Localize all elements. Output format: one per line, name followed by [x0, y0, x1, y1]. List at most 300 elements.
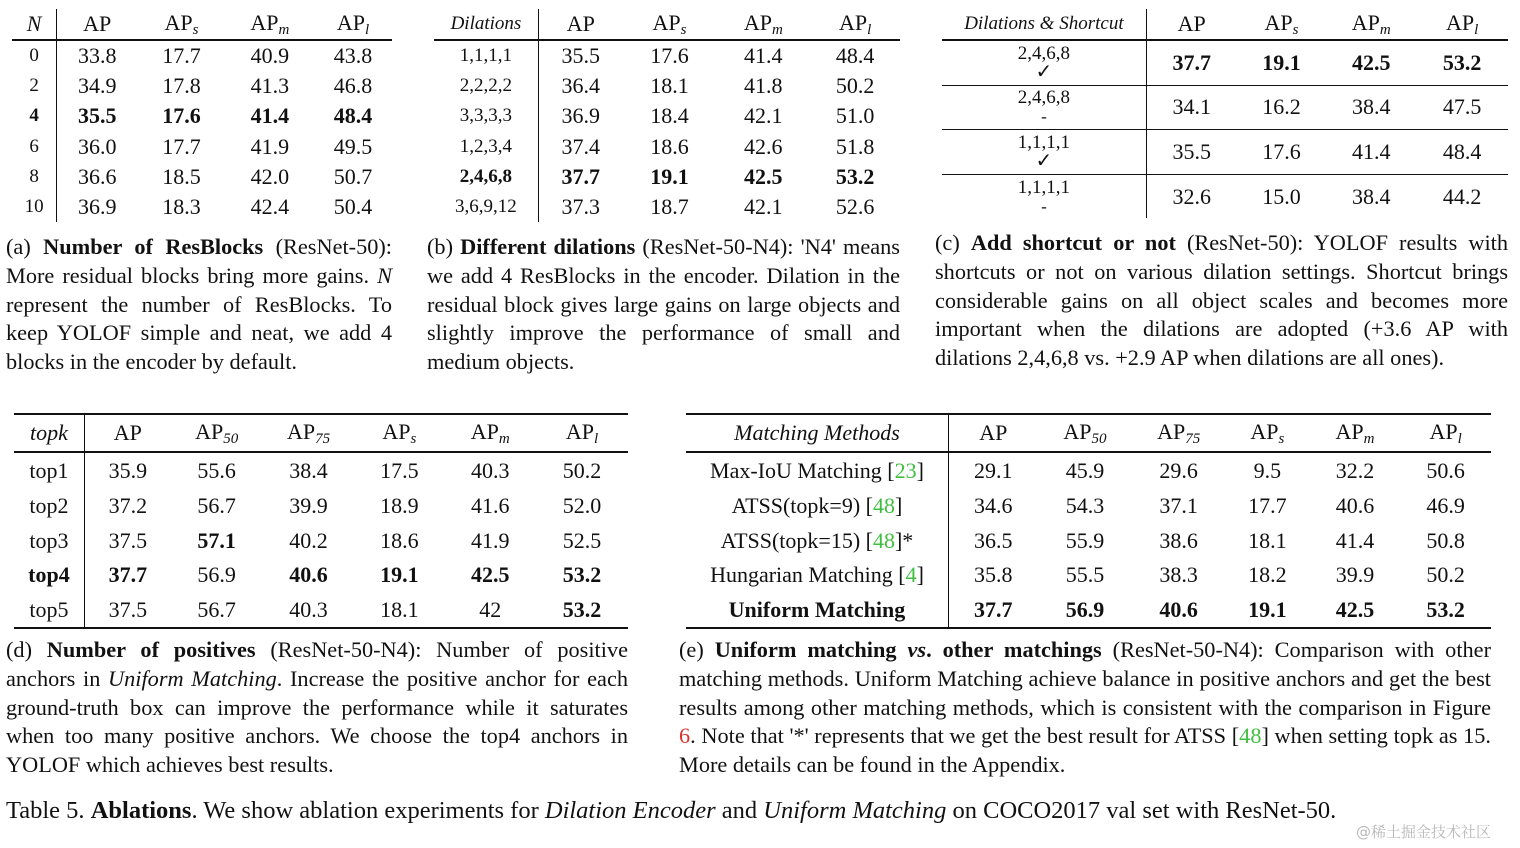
column-header [1416, 9, 1508, 40]
table-e-matching-methods [686, 413, 1491, 629]
citation-link[interactable]: 23 [894, 458, 917, 483]
caption-text: on COCO2017 val set with ResNet-50. [946, 797, 1337, 824]
header-subscript: l [1457, 430, 1462, 447]
column-header [137, 9, 225, 40]
caption-label: (d) [6, 637, 47, 662]
dilation-value: 2,4,6,8 [1017, 42, 1071, 64]
caption-text: (ResNet-50-N4): Comparison with other matching methods. Uniform Matching achieve balance in positive anchors and get the best results among other matching methods, which is consistent with the comparison in Figure [679, 637, 1491, 720]
column-header [354, 414, 444, 452]
dilation-value: 1,1,1,1 [1017, 176, 1071, 198]
method-name-cell [686, 558, 948, 593]
citation-link[interactable]: 48 [872, 493, 895, 519]
table-cell: 17.7 [162, 133, 201, 159]
method-name: ATSS(topk=9) [ [731, 493, 873, 519]
caption-title-vs: vs [907, 637, 927, 662]
table-cell: 51.0 [835, 103, 875, 129]
table-cell: 19.1 [1225, 593, 1310, 629]
header-subscript: s [1292, 21, 1299, 38]
caption-e [679, 636, 1491, 780]
table-cell: 41.4 [250, 103, 290, 129]
table-cell: 40.2 [289, 527, 328, 553]
table-cell: 37.4 [561, 133, 600, 159]
table-cell: top3 [14, 524, 84, 559]
table-cell: 19.1 [1237, 40, 1327, 85]
column-header [716, 9, 810, 40]
table-d-num-positives [14, 413, 628, 629]
table-cell: 50.2 [835, 73, 875, 99]
table-cell: 39.9 [1335, 562, 1375, 588]
method-name-tail: ] [894, 493, 903, 519]
header-text: AP [1250, 418, 1279, 444]
table-cell: 36.9 [77, 194, 117, 220]
table-cell: 6 [12, 132, 57, 162]
dilation-value: 1,1,1,1 [1017, 131, 1071, 153]
header-text: Dilations & Shortcut [964, 13, 1124, 34]
table-row [12, 192, 392, 222]
table-cell: 41.3 [250, 73, 290, 99]
header-text: AP [286, 418, 316, 444]
header-text: AP [1177, 11, 1206, 36]
caption-text: (ResNet-50-N4): 'N4' means we add 4 ResBlocks in the encoder. Dilation in the residual block gives large gains on large objects and slightly improve the performance of small and medium objects. [427, 234, 900, 375]
column-header [57, 9, 138, 40]
table-cell: 18.3 [162, 194, 201, 220]
column-header [1326, 9, 1416, 40]
table-cell: 18.1 [650, 73, 689, 99]
header-text: AP [195, 418, 224, 444]
table-row [434, 162, 900, 192]
table-cell: 17.6 [162, 103, 201, 129]
caption-italic: Dilation Encoder [544, 797, 716, 824]
table-cell: 17.7 [1248, 493, 1287, 519]
table-cell: 35.9 [108, 458, 148, 483]
header-text: AP [1063, 418, 1092, 444]
table-cell: 18.7 [650, 194, 689, 220]
caption-title: Number of ResBlocks [43, 234, 264, 259]
table-cell: 46.9 [1426, 493, 1465, 519]
table-cell: 42.1 [744, 103, 783, 129]
header-subscript: 75 [315, 430, 331, 447]
table-cell: 50.4 [333, 194, 373, 220]
table-cell: 38.4 [1352, 183, 1391, 209]
table-main-caption [6, 797, 1516, 825]
column-header [1038, 414, 1133, 452]
table-cell: 41.4 [1335, 527, 1375, 553]
header-text: AP [1351, 9, 1380, 35]
checkmark-icon: ✓ [1035, 60, 1053, 83]
table-row [434, 71, 900, 101]
table-cell: 17.6 [650, 43, 689, 69]
table-cell: 37.5 [84, 593, 170, 629]
caption-label: (c) [935, 230, 971, 255]
table-cell: 56.9 [1038, 593, 1133, 629]
header-text: AP [743, 9, 772, 35]
header-text: AP [470, 418, 499, 444]
table-cell: 34.1 [1146, 85, 1236, 130]
column-header [810, 9, 900, 40]
header-text: AP [382, 418, 411, 444]
citation-link[interactable]: 48 [1239, 723, 1262, 749]
table-cell: 41.4 [744, 43, 783, 69]
table-row [942, 130, 1508, 175]
column-header [444, 414, 536, 452]
table-cell: 18.1 [354, 593, 444, 629]
header-row [12, 9, 392, 40]
table-cell: top5 [14, 593, 84, 629]
caption-italic: Uniform Matching [108, 665, 277, 691]
header-text: AP [1157, 418, 1186, 444]
header-subscript: l [1474, 21, 1479, 38]
table-cell: 19.1 [380, 562, 419, 588]
table-cell: 52.5 [562, 527, 602, 553]
watermark: @稀土掘金技术社区 [1356, 823, 1492, 841]
table-cell: 36.5 [974, 527, 1013, 553]
table-cell: 53.2 [1400, 593, 1491, 629]
table-cell: 38.4 [289, 458, 328, 483]
table-cell: 42 [444, 593, 536, 629]
caption-text: (ResNet-50): More residual blocks bring more gains. [6, 234, 393, 288]
table-row [14, 524, 628, 559]
header-subscript: 75 [1185, 430, 1201, 447]
table-cell: 53.2 [536, 593, 628, 629]
method-name-cell [686, 452, 948, 489]
caption-text: and [715, 797, 764, 824]
table-cell: 18.6 [650, 133, 689, 159]
table-cell: 48.4 [835, 43, 875, 69]
table-cell: 56.9 [197, 562, 236, 588]
table-cell: 3,3,3,3 [434, 101, 538, 131]
table-cell: 17.5 [380, 458, 419, 483]
method-name-tail: ] [916, 458, 924, 483]
caption-text: (ResNet-50-N4): Number of positive anchors in [6, 637, 628, 691]
header-text: AP [838, 9, 868, 35]
caption-d [6, 636, 628, 780]
caption-text: . Increase the positive anchor for each ground-truth box can improve the performance while it saturates when too many positive anchors. We choose the top4 anchors in YOLOF which achieves best results. [6, 665, 628, 778]
header-text: AP [565, 418, 595, 444]
table-cell: 42.5 [470, 562, 510, 588]
method-name-tail: ] [916, 562, 924, 588]
method-name: Max-IoU Matching [ [710, 458, 895, 483]
table-cell: 37.2 [108, 493, 148, 519]
header-subscript: l [365, 21, 370, 38]
table-cell: 56.7 [197, 493, 236, 519]
table-cell: 53.2 [835, 163, 875, 189]
header-text: AP [979, 420, 1008, 445]
header-subscript: s [192, 21, 199, 38]
table-cell: 55.6 [197, 458, 236, 483]
table-cell: 42.5 [1310, 593, 1401, 629]
column-header [538, 9, 622, 40]
caption-title: Number of positives [46, 637, 256, 662]
table-cell: 40.9 [250, 43, 290, 69]
table-cell: 41.9 [470, 527, 510, 553]
table-cell: 8 [12, 162, 57, 192]
table-cell: 36.4 [561, 73, 600, 99]
header-text: AP [164, 9, 193, 35]
header-text: AP [566, 11, 595, 36]
caption-text: (ResNet-50): YOLOF results with shortcuts or not on various dilation settings. Shortcut brings considerable gains on all object scales and becomes more important when the dilations are adopted (+3.6 AP with dilations 2,4,6,8 vs. +2.9 AP when dilations are all ones). [935, 230, 1508, 371]
caption-c [935, 229, 1508, 373]
method-name-cell [686, 489, 948, 524]
table-row [686, 524, 1491, 559]
header-subscript: l [594, 430, 599, 447]
header-text: AP [1429, 418, 1458, 444]
table-row [942, 40, 1508, 85]
table-row [12, 101, 392, 131]
column-header [14, 414, 84, 452]
table-cell: 18.1 [1248, 527, 1287, 553]
table-row [14, 558, 628, 593]
column-header [434, 9, 538, 40]
table-row [12, 71, 392, 101]
table-cell: 42.0 [250, 163, 290, 189]
table-row [686, 593, 1491, 629]
table-cell: 18.5 [162, 163, 201, 189]
column-header [84, 414, 170, 452]
table-row [12, 132, 392, 162]
table-cell: 48.4 [333, 103, 373, 129]
dilation-shortcut-cell [942, 40, 1146, 85]
table-cell: 3,6,9,12 [434, 192, 538, 222]
table-cell: 57.1 [197, 527, 236, 553]
table-row [942, 174, 1508, 218]
column-header [1310, 414, 1401, 452]
table-row [686, 489, 1491, 524]
column-header [263, 414, 355, 452]
citation-link[interactable]: 4 [905, 562, 917, 588]
caption-text: . We show ablation experiments for [191, 797, 545, 824]
header-text: Dilations [450, 13, 522, 34]
table-cell: 42.4 [250, 194, 290, 220]
caption-b [427, 233, 900, 377]
caption-a [6, 233, 392, 377]
table-cell: 4 [12, 101, 57, 131]
table-cell: 41.9 [250, 133, 290, 159]
table-cell: 34.6 [974, 493, 1013, 519]
table-cell: 2,4,6,8 [434, 162, 538, 192]
caption-text: ] when setting topk as 15. More details can be found in the Appendix. [679, 723, 1491, 778]
checkmark-icon: ✓ [1035, 149, 1053, 172]
table-cell: 37.1 [1159, 493, 1198, 519]
table-cell: 2 [12, 71, 57, 101]
table-cell: 9.5 [1253, 458, 1282, 483]
table-cell: 52.0 [562, 493, 602, 519]
caption-label: (a) [6, 234, 44, 259]
header-text: AP [113, 420, 142, 445]
header-row [14, 414, 628, 452]
table-row [12, 40, 392, 71]
header-row [434, 9, 900, 40]
table-cell: 36.6 [77, 163, 117, 189]
method-name: Hungarian Matching [ [710, 562, 906, 588]
table-cell: 50.2 [1426, 562, 1465, 588]
table-cell: 33.8 [77, 43, 117, 69]
table-cell: 0 [12, 40, 57, 71]
header-subscript: m [1379, 21, 1391, 38]
table-cell: 37.7 [1146, 40, 1236, 85]
table-cell: 40.3 [263, 593, 355, 629]
caption-italic-n: N [377, 262, 392, 288]
citation-link[interactable]: 48 [872, 527, 895, 553]
header-subscript: s [410, 430, 417, 447]
table-cell: 32.6 [1172, 183, 1211, 209]
column-header [623, 9, 717, 40]
header-subscript: m [498, 430, 510, 447]
header-subscript: m [1363, 430, 1375, 447]
table-cell: 46.8 [333, 73, 373, 99]
table-cell: 42.5 [744, 163, 783, 189]
table-row [434, 132, 900, 162]
caption-text: . Note that '*' represents that we get the best result for ATSS [ [690, 723, 1240, 749]
table-row [434, 192, 900, 222]
table-cell: 18.2 [1248, 562, 1287, 588]
column-header [1237, 9, 1327, 40]
method-name-cell [686, 524, 948, 559]
table-cell: 17.6 [1237, 130, 1327, 175]
table-cell: 17.7 [162, 43, 201, 69]
table-row [434, 101, 900, 131]
table-row [942, 85, 1508, 130]
header-text: AP [1335, 418, 1364, 444]
table-cell: 38.6 [1159, 527, 1198, 553]
column-header [942, 9, 1146, 40]
column-header [171, 414, 263, 452]
table-row [14, 452, 628, 489]
column-header [948, 414, 1037, 452]
table-cell: 29.1 [974, 458, 1013, 483]
header-text: AP [250, 9, 279, 35]
table-cell: 50.8 [1426, 527, 1465, 553]
column-header [12, 9, 57, 40]
table-cell: 29.6 [1159, 458, 1198, 483]
header-row [686, 414, 1491, 452]
table-cell: 51.8 [835, 133, 875, 159]
caption-label: Table 5. [6, 797, 91, 824]
method-name: ATSS(topk=15) [ [720, 527, 873, 553]
header-text: topk [30, 420, 68, 445]
table-cell: 47.5 [1416, 85, 1508, 130]
table-cell: 41.6 [470, 493, 510, 519]
method-name-tail: ]* [894, 527, 914, 553]
header-row [942, 9, 1508, 40]
header-text: AP [83, 11, 112, 36]
table-row [686, 452, 1491, 489]
table-cell: 39.9 [289, 493, 328, 519]
table-cell: 40.6 [1132, 593, 1225, 629]
figure-ref-link[interactable]: 6 [679, 723, 691, 749]
table-cell: 36.0 [77, 133, 117, 159]
table-row [434, 40, 900, 71]
caption-label: (b) [427, 234, 461, 259]
column-header [1132, 414, 1225, 452]
caption-title: Ablations [90, 797, 192, 824]
table-cell: top4 [14, 558, 84, 593]
table-cell: 1,1,1,1 [434, 40, 538, 71]
table-cell: 44.2 [1442, 183, 1482, 209]
header-subscript: 50 [223, 430, 239, 447]
table-cell: 15.0 [1262, 183, 1301, 209]
table-cell: 35.5 [561, 43, 600, 69]
table-cell: 42.6 [744, 133, 783, 159]
dilation-shortcut-cell [942, 85, 1146, 130]
table-cell: 2,2,2,2 [434, 71, 538, 101]
caption-text: represent the number of ResBlocks. To keep YOLOF simple and neat, we add 4 blocks in the encoder by default. [6, 291, 392, 375]
table-cell: 18.9 [380, 493, 419, 519]
table-cell: 37.7 [561, 163, 600, 189]
header-text: AP [1445, 9, 1475, 35]
table-cell: 38.3 [1159, 562, 1198, 588]
table-cell: 16.2 [1237, 85, 1327, 130]
caption-title: Add shortcut or not [970, 230, 1176, 255]
header-subscript: s [1278, 430, 1285, 447]
table-cell: top1 [14, 452, 84, 489]
table-cell: 36.9 [561, 103, 600, 129]
table-cell: 54.3 [1065, 493, 1105, 519]
caption-label: (e) [679, 637, 715, 662]
column-header [226, 9, 314, 40]
column-header [314, 9, 392, 40]
table-cell: 40.6 [289, 562, 328, 588]
table-cell: 41.4 [1326, 130, 1416, 175]
table-cell: 53.2 [562, 562, 602, 588]
table-cell: 49.5 [333, 133, 373, 159]
table-cell: 48.4 [1416, 130, 1508, 175]
caption-title: Different dilations [460, 234, 636, 259]
column-header [686, 414, 948, 452]
table-cell: 40.3 [470, 458, 510, 483]
table-row [14, 489, 628, 524]
table-row [12, 162, 392, 192]
table-cell: 1,2,3,4 [434, 132, 538, 162]
table-cell: 55.5 [1065, 562, 1105, 588]
header-subscript: 50 [1091, 430, 1107, 447]
dilation-shortcut-cell [942, 174, 1146, 218]
header-text: N [26, 11, 42, 36]
table-cell: 18.4 [650, 103, 689, 129]
table-cell: 50.2 [562, 458, 602, 483]
table-cell: 53.2 [1416, 40, 1508, 85]
table-cell: 43.8 [333, 43, 373, 69]
caption-title: Uniform matching [714, 637, 908, 662]
table-cell: 42.1 [744, 194, 783, 220]
table-cell: 10 [12, 192, 57, 222]
dilation-value: 2,4,6,8 [1017, 87, 1071, 109]
header-text: AP [1264, 9, 1293, 35]
header-text: Matching Methods [734, 420, 900, 445]
table-cell: 37.7 [108, 562, 148, 588]
table-cell: 37.7 [948, 593, 1037, 629]
dash-mark: - [1041, 107, 1047, 127]
table-cell: 35.5 [1146, 130, 1236, 175]
header-text: AP [652, 9, 681, 35]
table-row [14, 593, 628, 629]
table-cell: 37.3 [561, 194, 600, 220]
table-cell: 56.7 [171, 593, 263, 629]
table-c-shortcut [942, 9, 1508, 218]
table-row [686, 558, 1491, 593]
column-header [1146, 9, 1236, 40]
header-subscript: s [680, 21, 687, 38]
table-cell: 41.8 [744, 73, 783, 99]
table-cell: 55.9 [1065, 527, 1105, 553]
column-header [1225, 414, 1310, 452]
table-cell: 35.5 [77, 103, 117, 129]
header-text: AP [336, 9, 365, 35]
table-cell: 42.5 [1326, 40, 1416, 85]
table-cell: 40.6 [1335, 493, 1375, 519]
column-header [1400, 414, 1491, 452]
dilation-shortcut-cell [942, 130, 1146, 175]
table-cell: 50.6 [1426, 458, 1465, 483]
